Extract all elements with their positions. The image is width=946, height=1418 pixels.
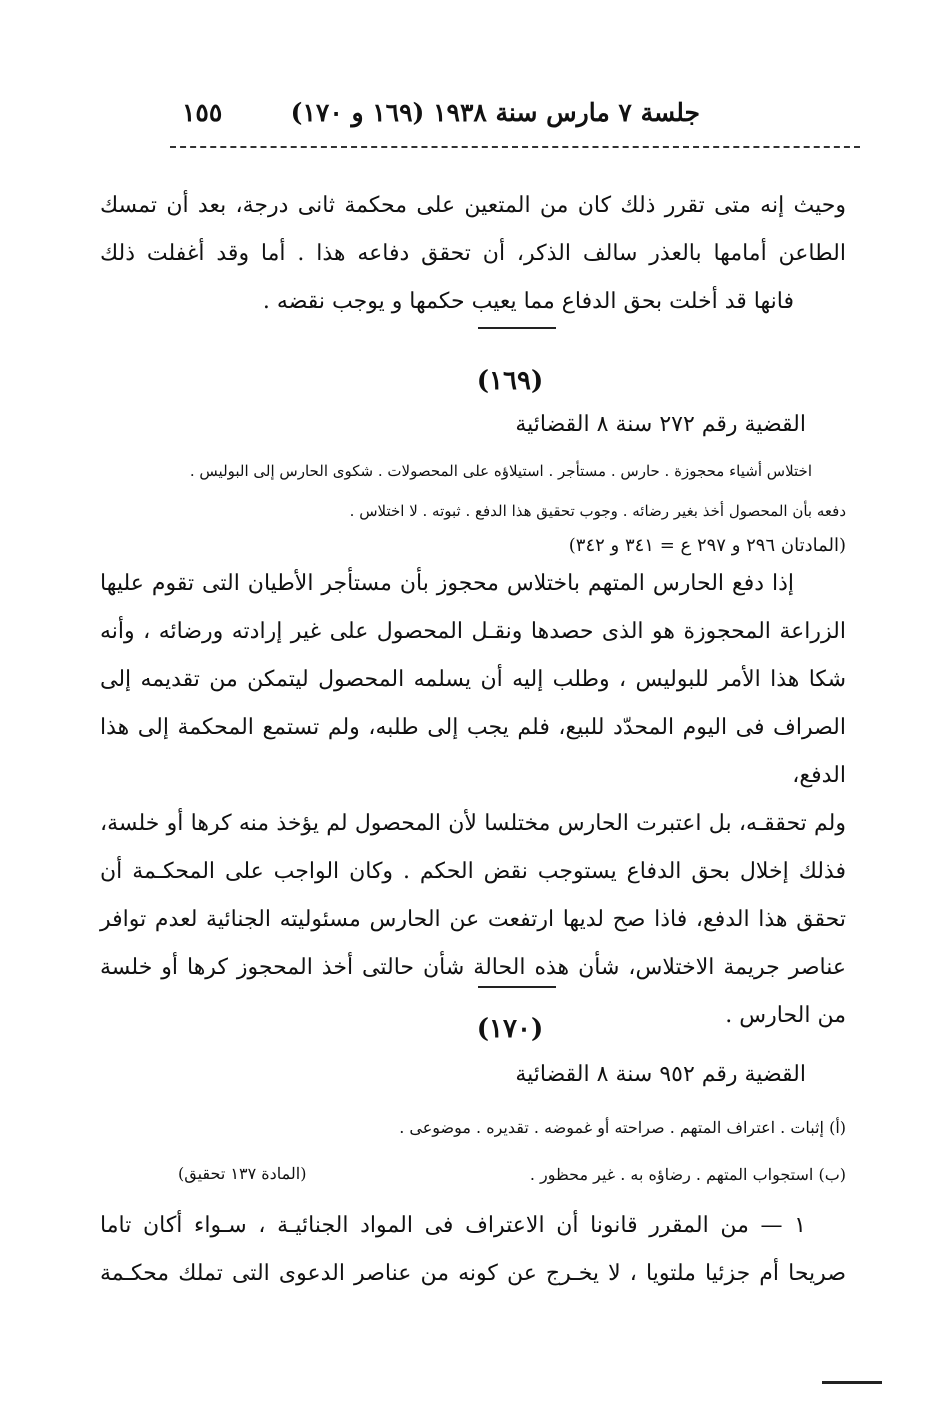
case-169-body-line-6: فذلك إخلال بحق الدفاع يستوجب نقض الحكم . وكان الواجب على المحكـمة أن [100,859,846,884]
intro-paragraph [100,182,846,326]
page-header [170,98,700,142]
case-169-summary-line-2: دفعه بأن المحصول أخذ بغير رضائه . وجوب تحقيق هذا الدفع . ثبوته . لا اختلاس . [349,502,846,520]
page-number: ١٥٥ [182,98,223,127]
case-170-article: (المادة ١٣٧ تحقيق) [178,1164,307,1183]
case-169-body-line-9: من الحارس . [725,1003,846,1028]
case-169-summary-line-1: اختلاس أشياء محجوزة . حارس . مستأجر . استيلاؤه على المحصولات . شكوى الحارس إلى البوليس . [189,462,812,480]
case-169-body-line-5: ولم تحققـه، بل اعتبرت الحارس مختلسا لأن المحصول لم يؤخذ منه كرها أو خلسة، [100,811,846,836]
intro-line-2: الطاعن أمامها بالعذر سالف الذكر، أن تحقق دفاعه هذا . أما وقد أغفلت ذلك [100,241,846,266]
case-169-summary [146,460,846,522]
section-divider-2 [478,986,556,988]
header-divider [170,146,860,148]
case-169-title: القضية رقم ٢٧٢ سنة ٨ القضائية [515,412,806,437]
case-170-title: القضية رقم ٩٥٢ سنة ٨ القضائية [515,1062,806,1087]
case-169-body-line-4: الصراف فى اليوم المحدّد للبيع، فلم يجب إلى طلبه، ولم تستمع المحكمة إلى هذا الدفع، [100,715,846,788]
case-169-body [100,560,846,1040]
case-170-body-line-1: ١ — من المقرر قانونا أن الاعتراف فى المواد الجنائيـة ، سـواء أكان تاما [100,1213,806,1238]
session-title: جلسة ٧ مارس سنة ١٩٣٨ (١٦٩ و ١٧٠) [290,98,700,127]
case-169-body-line-3: شكا هذا الأمر للبوليس ، وطلب إليه أن يسلمه المحصول ليتمكن من تقديمه إلى [100,667,846,692]
footer-rule [822,1381,882,1384]
case-169-articles: (المادتان ٢٩٦ و ٢٩٧ ع = ٣٤١ و ٣٤٢) [568,535,846,556]
case-170-item-a: (أ) إثبات . اعتراف المتهم . صراحته أو غموضه . تقديره . موضوعى . [399,1118,846,1137]
case-170-body [100,1202,846,1298]
case-169-body-line-8: عناصر جريمة الاختلاس، شأن هذه الحالة شأن حالتى أخذ المحجوز كرها أو خلسة [100,955,846,980]
intro-line-3: فانها قد أخلت بحق الدفاع مما يعيب حكمها و يوجب نقضه . [262,289,794,314]
case-169-number: (١٦٩) [476,366,544,396]
case-169-body-line-1: إذا دفع الحارس المتهم باختلاس محجوز بأن مستأجر الأطيان التى تقوم عليها [100,571,794,596]
case-170-body-line-2: صريحا أم جزئيا ملتويا ، لا يخـرج عن كونه من عناصر الدعوى التى تملك محكـمة [100,1261,846,1286]
intro-line-1: وحيث إنه متى تقرر ذلك كان من المتعين على محكمة ثانى درجة، بعد أن تمسك [100,193,846,218]
case-169-body-line-2: الزراعة المحجوزة هو الذى حصدها ونقـل المحصول على غير إرادته ورضائه ، وأنه [100,619,846,644]
case-170-item-b: (ب) استجواب المتهم . رضاؤه به . غير محظور . [529,1165,846,1184]
case-170-number: (١٧٠) [476,1014,544,1044]
case-169-body-line-7: تحقق هذا الدفع، فاذا صح لديها ارتفعت عن الحارس مسئوليته الجنائية لعدم توافر [100,907,846,932]
section-divider-1 [478,327,556,329]
